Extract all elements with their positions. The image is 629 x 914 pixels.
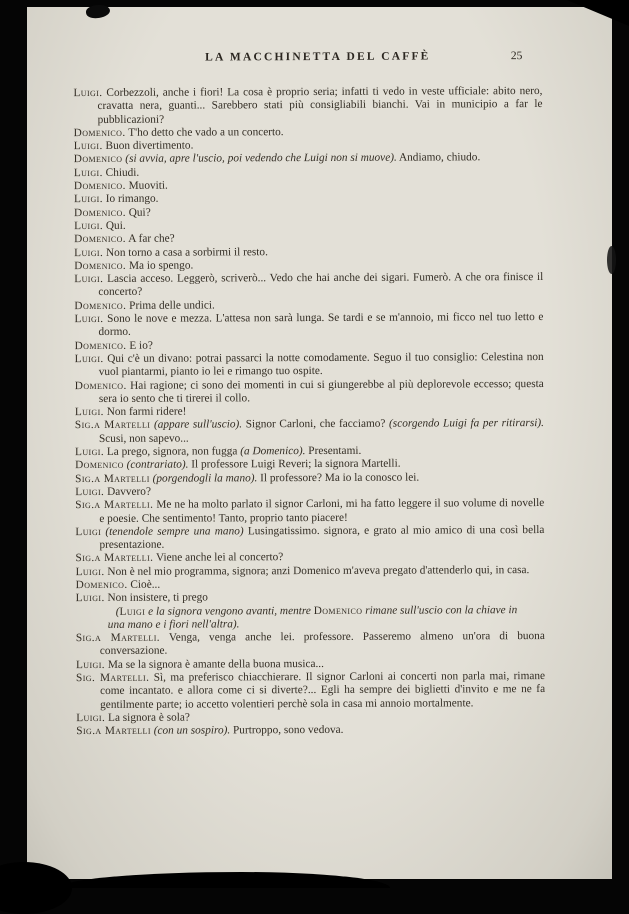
dialogue-line [75, 524, 544, 553]
speaker-name: Domenico [313, 604, 363, 617]
dialogue-line [73, 85, 542, 127]
dialogue-line [75, 351, 544, 380]
dialogue-text: Purtroppo, sono vedova. [230, 724, 344, 737]
stage-direction-text: (si avvia, apre l'uscio, poi vedendo che Luigi non si muove). [125, 152, 397, 166]
dialogue-line [74, 271, 543, 300]
dialogue-text-block [73, 85, 545, 739]
dialogue-line [76, 723, 545, 738]
dialogue-text: Lascia acceso. Leggerò, scriverò... Vedo che hai anche dei sigari. Fumerò. A che ora finisce il concerto? [98, 271, 544, 299]
stage-direction-text: (tenendole sempre una mano) [105, 525, 244, 538]
dialogue-text: Lusingatissimo. signora, e grato al mio amico di una così bella presentazione. [99, 523, 545, 552]
dialogue-text: Sì, ma preferisco chiacchierare. Il signor Carloni ai concerti non parla mai, rimane come incantato. e allora come ci si diverte?... Egli ha sempre dei biglietti d'invito e me ne fa gentilmente parte; io accetto volentieri perchè sola in casa mi annoio mortalmente. [100, 670, 546, 711]
speaker-name: Luigi. [74, 219, 104, 233]
dialogue-text: Signor Carloni, che facciamo? [242, 418, 390, 431]
dialogue-line [75, 497, 544, 526]
speaker-name: Domenico [75, 459, 124, 472]
dialogue-text: Presentami. [305, 444, 362, 458]
speaker-name: Domenico. [73, 179, 126, 193]
stage-direction-text: e la signora vengono avanti, mentre [145, 604, 314, 618]
speaker-name: Domenico [73, 153, 123, 166]
dialogue-text: Buon divertimento. [102, 139, 194, 153]
dialogue-text: Viene anche lei al concerto? [153, 551, 284, 565]
speaker-name: Luigi. [76, 711, 106, 725]
dialogue-line [74, 152, 543, 167]
speaker-name: Sig. Martelli. [75, 671, 150, 685]
speaker-name: Luigi. [74, 273, 104, 286]
speaker-name: Luigi. [73, 140, 103, 153]
dialogue-text: Ma io spengo. [126, 259, 194, 272]
dialogue-text: Non farmi ridere! [103, 405, 187, 419]
dialogue-text: Prima delle undici. [126, 299, 215, 312]
speaker-name: Domenico. [73, 126, 126, 139]
dialogue-text: Non torno a casa a sorbirmi il resto. [103, 245, 268, 259]
scan-corner-shadow-artifact [567, 0, 629, 26]
speaker-name: Luigi. [74, 406, 104, 419]
speaker-name: Luigi. [75, 658, 106, 671]
page-header [25, 50, 610, 69]
dialogue-line [76, 564, 545, 579]
dialogue-text: Non è nel mio programma, signora; anzi Domenico m'aveva pregato d'attenderlo qui, in casa. [104, 563, 530, 578]
dialogue-line [75, 378, 544, 407]
stage-direction-text: rimane sull'uscio con la chiave in una mano e i fiori nell'altra). [107, 603, 518, 631]
stage-direction-text: ( [115, 605, 120, 618]
dialogue-text: Qui. [103, 219, 126, 232]
dialogue-line [74, 311, 543, 340]
running-title: LA MACCHINETTA DEL CAFFÈ [205, 50, 431, 64]
dialogue-text: La signora è sola? [105, 711, 190, 724]
speaker-name: Domenico. [74, 233, 127, 246]
book-page [27, 7, 612, 879]
speaker-name: Luigi. [75, 565, 105, 578]
speaker-name: Luigi. [75, 485, 105, 498]
speaker-name: Sig.a Martelli [75, 472, 150, 485]
dialogue-text: Cioè... [127, 578, 161, 591]
speaker-name: Luigi. [73, 193, 103, 206]
speaker-name: Sig.a Martelli [74, 419, 151, 432]
speaker-name: Luigi [75, 525, 102, 538]
page-number: 25 [510, 50, 523, 63]
dialogue-text: E io? [126, 339, 153, 352]
speaker-name: Luigi [119, 605, 146, 618]
dialogue-line [76, 630, 545, 659]
speaker-name: Luigi. [74, 312, 104, 326]
stage-direction-text: (appare sull'uscio). [153, 418, 243, 432]
stage-direction-line [76, 604, 545, 633]
dialogue-text: Il professore Luigi Reveri; la signora Martelli. [188, 457, 401, 471]
speaker-name: Luigi. [73, 86, 103, 100]
dialogue-text: Sono le nove e mezza. L'attesa non sarà lunga. Se tardi e se m'annoio, mi ficco nel tuo letto e dormo. [98, 311, 544, 339]
speaker-name: Domenico. [74, 299, 127, 312]
dialogue-text: Davvero? [104, 485, 151, 498]
speaker-name: Luigi. [73, 166, 103, 179]
speaker-name: Sig.a Martelli. [75, 498, 154, 512]
speaker-name: Luigi. [75, 445, 105, 459]
dialogue-text: Qui? [125, 206, 151, 219]
dialogue-text: Non insistere, ti prego [104, 591, 208, 605]
speaker-name: Domenico. [74, 339, 127, 352]
speaker-name: Luigi. [75, 592, 105, 605]
speaker-name: Sig.a Martelli. [75, 552, 154, 565]
stage-direction-text: (a Domenico). [240, 445, 306, 458]
dialogue-text: Andiamo, chiudo. [396, 151, 481, 165]
dialogue-text: Hai ragione; ci sono dei momenti in cui si giungerebbe al più deplorevole eccesso; questa sera io sento che ti tirerei il collo. [98, 377, 544, 405]
dialogue-line [75, 417, 544, 446]
dialogue-text: A far che? [126, 232, 175, 246]
stage-direction-text: (con un sospiro). [153, 724, 231, 737]
dialogue-text: Ma se la signora è amante della buona musica... [104, 657, 324, 671]
dialogue-text: T'ho detto che vado a un concerto. [125, 126, 284, 139]
scan-edge-smudge-artifact [607, 246, 616, 274]
speaker-name: Domenico. [75, 578, 128, 592]
dialogue-text: Io rimango. [102, 193, 159, 206]
stage-direction-text: (contrariato). [126, 458, 189, 472]
speaker-name: Luigi. [74, 352, 104, 366]
dialogue-text: Me ne ha molto parlato il signor Carloni, mi ha fatto leggere il suo volume di novelle e poesie. Che sentimento! Tanto, proprio tanto piacere! [99, 497, 545, 525]
speaker-name: Sig.a Martelli [76, 724, 151, 738]
dialogue-text: Qui c'è un divano: potrai passarci la notte comodamente. Seguo il tuo consiglio: Celestina non vuol piantarmi, pianto io lei e rimango tuo ospite. [98, 350, 544, 379]
speaker-name: Sig.a Martelli. [75, 631, 161, 645]
dialogue-text: Muoviti. [125, 179, 168, 192]
dialogue-text: Il professore? Ma io la conosco lei. [257, 471, 420, 484]
dialogue-text: Chiudi. [102, 166, 140, 179]
dialogue-line [76, 670, 545, 712]
speaker-name: Domenico. [74, 259, 127, 272]
speaker-name: Luigi. [74, 246, 104, 259]
stage-direction-text: (porgendogli la mano). [152, 471, 258, 485]
speaker-name: Domenico. [73, 206, 126, 219]
page-content [25, 6, 614, 881]
stage-direction-text: (scorgendo Luigi fa per ritirarsi). [389, 417, 544, 431]
dialogue-text: La prego, signora, non fugga [104, 445, 241, 458]
speaker-name: Domenico. [74, 379, 127, 392]
dialogue-text: Scusi, non sapevo... [98, 432, 189, 445]
dialogue-text: Corbezzoli, anche i fiori! La cosa è proprio seria; infatti ti vedo in veste ufficiale: abito nero, cravatta nera, guanti... Sarebbero stati più consigliabili bianchi. Vai in municipio a far le pubblicazioni? [97, 85, 543, 126]
dialogue-text: Venga, venga anche lei. professore. Passeremo almeno un'ora di buona conversazione. [99, 630, 545, 658]
